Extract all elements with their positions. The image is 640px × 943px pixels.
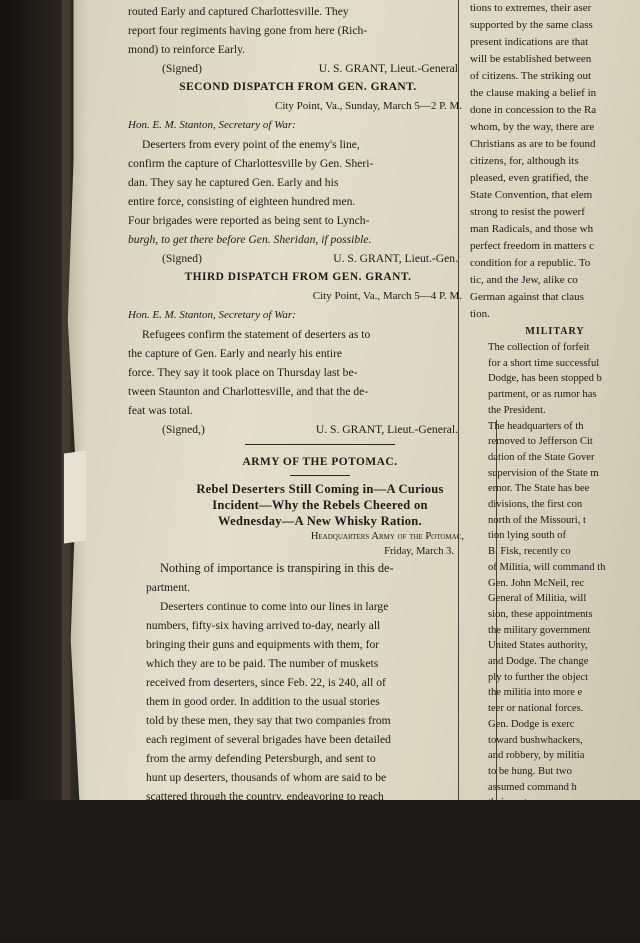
subhead-line: Negroes fro [524, 881, 577, 893]
text-line: report four regiments having gone from here (Rich- [128, 24, 368, 37]
text-line: told by these men, they say that two companies from [146, 714, 391, 727]
signature-line [128, 249, 468, 268]
text-line: “Our native frie [488, 929, 556, 941]
text-line: each regiment of several brigades have been detailed [146, 733, 391, 746]
text-line: the war. [488, 813, 522, 825]
right-column [470, 0, 640, 941]
column-heading: FRO [585, 832, 618, 848]
text-line: confirm the capture of Charlottesville by Gen. Sheri- [128, 157, 374, 170]
heading-rule [290, 475, 350, 476]
text-line: the militia into more e [488, 687, 583, 699]
column-heading: MILITARY [525, 326, 585, 337]
text-line: citizens, for, although its [470, 155, 579, 167]
article-heading: ARMY OF THE POTOMAC. [242, 456, 398, 468]
text-line: The headquarters of th [488, 420, 584, 432]
text-line: State Convention, that elem [470, 189, 593, 201]
text-line: their sentences comm [488, 797, 580, 809]
text-line: Gen. Dodge is exerc [488, 718, 575, 730]
text-line: the military government [488, 624, 591, 636]
text-line: scattered through the country, endeavoring to reach [146, 790, 384, 803]
signed-name: U. S. GRANT, Lieut.-General [318, 62, 458, 75]
text-line: force. They say it took place on Thursday last be- [128, 366, 358, 379]
text-line: and Dodge. The change [488, 656, 589, 668]
text-line: present indications are that [470, 36, 589, 48]
text-line: supported by the same class [470, 19, 593, 31]
text-line: partment. [146, 581, 191, 594]
text-line: tion lying south of [488, 530, 566, 542]
text-line: Dodge, has been stopped b [488, 373, 602, 385]
signed-label: (Signed) [162, 62, 202, 75]
text-line: Deserters from every point of the enemy's line, [142, 138, 360, 151]
text-line: tions to extremes, their aser [470, 2, 592, 14]
text-line: tween Staunton and Charlottesville, and that the de- [128, 385, 369, 398]
text-line: dation of the State Gover [488, 451, 595, 463]
article-dateline: Headquarters Army of the Potomac, [310, 531, 464, 542]
text-line: German against that claus [470, 291, 584, 303]
signature-line [128, 420, 468, 439]
text-line: The Panama M [488, 897, 553, 909]
text-line: feat was total. [128, 404, 193, 417]
background-shadow [0, 0, 70, 800]
text-line: man Radicals, and those wh [470, 223, 594, 235]
text-line: B. Fisk, recently co [488, 546, 571, 558]
addressee: Hon. E. M. Stanton, Secretary of War: [128, 309, 296, 321]
text-line: removed to Jefferson Cit [488, 436, 593, 448]
text-line: Christians as are to be found [470, 138, 596, 150]
text-line: entire force, consisting of eighteen hundred men. [128, 195, 356, 208]
text-line: tion. [470, 308, 490, 320]
text-line: numbers, fifty-six having arrived to-day, nearly all [146, 619, 381, 632]
text-line: divisions, the first con [488, 499, 583, 511]
addressee: Hon. E. M. Stanton, Secretary of War: [128, 119, 296, 131]
text-line: the clause making a belief in [470, 87, 597, 99]
text-line: tic, and the Jew, alike co [470, 274, 578, 286]
text-line: which they are to be paid. The number of muskets [146, 657, 379, 670]
dispatch-heading: SECOND DISPATCH FROM GEN. GRANT. [179, 81, 417, 93]
text-line: ernor. The State has bee [488, 483, 590, 495]
text-line: Refugees confirm the statement of deserters as to [142, 328, 371, 341]
text-line: received from deserters, since Feb. 22, is 240, all of [146, 676, 386, 689]
torn-paper-edge [64, 450, 86, 543]
article-subhead: Incident—Why the Rebels Cheered on [212, 498, 428, 512]
text-line: ply to further the object [488, 671, 589, 683]
text-line: dan. They say he captured Gen. Early and his [128, 176, 339, 189]
signature-line [128, 59, 468, 78]
text-line: of citizens. The striking out [470, 70, 592, 82]
article-dateline: Friday, March 3. [384, 546, 454, 557]
page-fold-shadow [62, 0, 88, 800]
text-line: The collection of forfeit [488, 342, 590, 353]
signed-label: (Signed) [162, 252, 202, 265]
text-line: Nothing of importance is transpiring in this de- [160, 561, 394, 575]
text-line: burgh, to get there before Gen. Sheridan, if possible. [128, 233, 372, 246]
text-line: from the army defending Petersburgh, and sent to [146, 752, 376, 765]
text-line: toward bushwhackers, [488, 734, 583, 746]
text-line: General of Militia, will [488, 593, 587, 605]
text-line: teer or national forces. [488, 703, 584, 715]
text-line: hunt up deserters, thousands of whom are said to be [146, 771, 387, 784]
text-line: perfect freedom in matters c [470, 240, 594, 252]
section-rule [245, 444, 395, 445]
text-line: their homes. This is particularly the case with the [146, 809, 375, 822]
text-line: done in concession to the Ra [470, 104, 597, 116]
text-line: United States authority, [488, 640, 588, 652]
text-line: the President. [488, 404, 546, 416]
dispatch-heading: THIRD DISPATCH FROM GEN. GRANT. [184, 271, 412, 283]
dateline: City Point, Va., March 5—4 P. M. [312, 290, 462, 302]
army-article [146, 438, 494, 825]
dispatch-column [128, 2, 468, 439]
military-article [470, 340, 618, 943]
text-line: whom, by the way, there are [470, 121, 595, 133]
text-line: mond) to reinforce Early. [128, 43, 246, 56]
text-line: for a short time successful [488, 357, 600, 369]
text-line: sion, these appointments [488, 608, 593, 620]
text-line: the capture of Gen. Early and nearly his entire [128, 347, 343, 360]
subhead-line: The Mission of Ge [488, 850, 571, 862]
text-line: north of the Missouri, t [488, 514, 586, 526]
text-line: supervision of the State m [488, 467, 599, 479]
text-line: assumed command h [488, 781, 577, 793]
signed-label: (Signed,) [162, 423, 205, 436]
text-line: bringing their guns and equipments with them, for [146, 638, 380, 651]
text-line: condition for a republic. To [470, 257, 591, 269]
text-line: Gen. John McNeil, rec [488, 577, 585, 589]
text-line: will be established between [470, 53, 592, 65]
text-line: them in good order. In addition to the usual stories [146, 695, 380, 708]
text-line: to be hung. But two [488, 765, 572, 777]
text-line: received by the bark [488, 913, 575, 925]
text-line: strong to resist the powerf [470, 206, 585, 218]
text-line: routed Early and captured Charlottesville. They [128, 5, 349, 18]
article-subhead: Wednesday—A New Whisky Ration. [218, 514, 422, 528]
text-line: of Militia, will command th [488, 561, 606, 573]
article-subhead: Rebel Deserters Still Coming in—A Curious [196, 482, 444, 496]
text-line: pleased, even gratified, the [470, 172, 589, 184]
text-line: Deserters continue to come into our lines in large [160, 600, 389, 613]
text-line: partment, or as rumor has [488, 389, 597, 401]
signed-name: U. S. GRANT, Lieut.-Gen. [333, 252, 458, 265]
signed-name: U. S. GRANT, Lieut.-General. [315, 423, 458, 436]
text-line: and robbery, by militia [488, 750, 585, 762]
subhead-line: Report—Supp [516, 866, 582, 878]
text-line: Four brigades were reported as being sent to Lynch- [128, 214, 370, 227]
dateline: City Point, Va., Sunday, March 5—2 P. M. [274, 100, 462, 112]
